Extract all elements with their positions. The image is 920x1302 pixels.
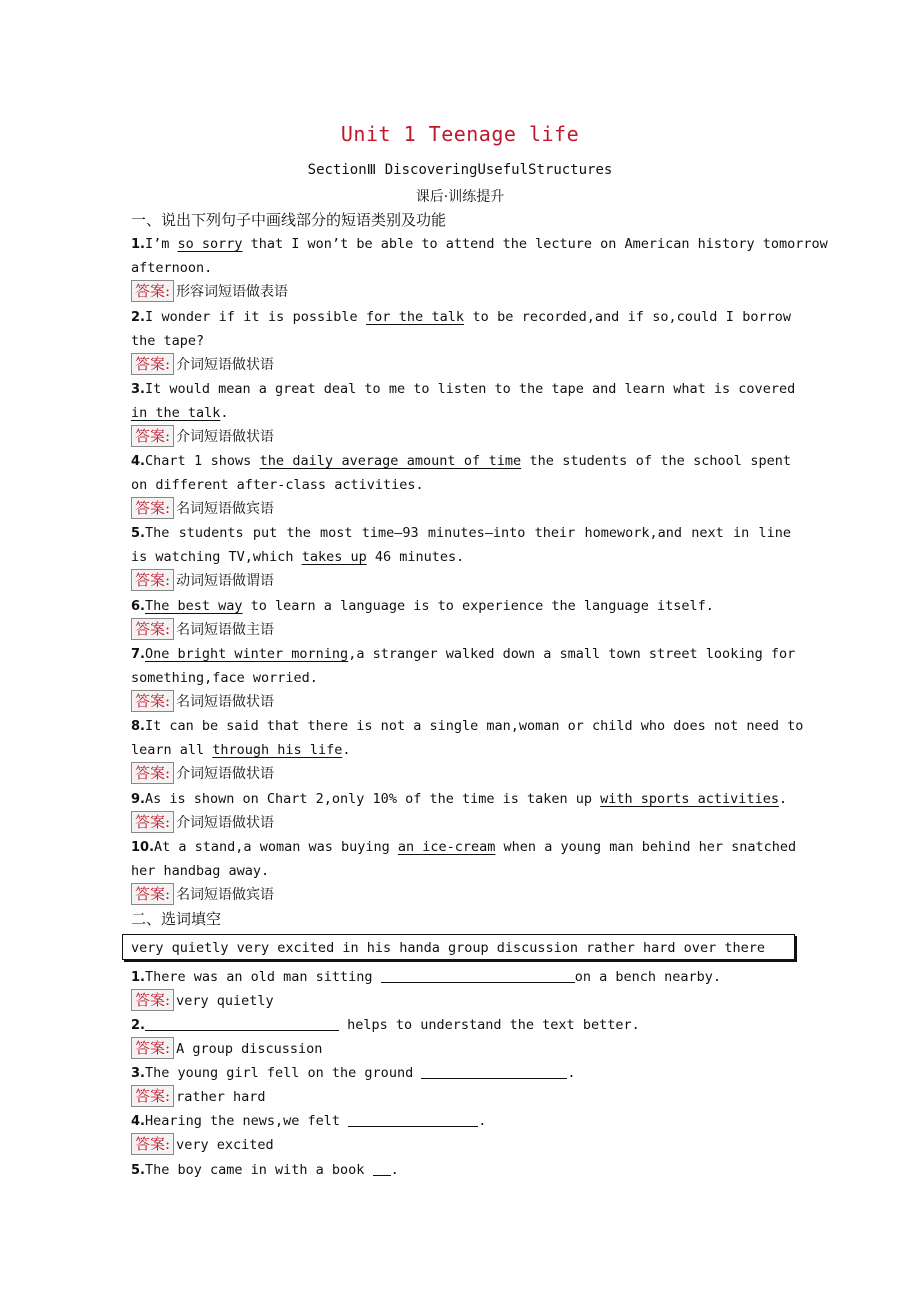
fill-q3-answer: 答案: rather hard [131,1085,791,1109]
answer-badge: 答案: [131,280,174,302]
q7-line2: something,face worried. [131,670,318,686]
fill-q5-blank [373,1161,391,1176]
part1-heading: 一、说出下列句子中画线部分的短语类别及功能 [131,211,447,229]
q10-answer: 答案: 名词短语做宾语 [131,883,791,907]
fill-q5: 5.The boy came in with a book . [131,1162,399,1178]
fill-q4-number: 4. [131,1114,145,1129]
q1-line2: afternoon. [131,260,213,276]
q1-answer: 答案: 形容词短语做表语 [131,280,791,304]
fill-q4-blank [348,1112,478,1127]
q7-number: 7. [131,647,145,662]
fill-q2-answer: 答案: A group discussion [131,1037,791,1061]
q7-line1: 7.One bright winter morning,a stranger walked down a small town street looking for [131,646,796,662]
fill-q2-number: 2. [131,1018,145,1033]
q10-line2: her handbag away. [131,863,270,879]
fill-q4-answer: 答案: very excited [131,1133,791,1157]
answer-badge: 答案: [131,425,174,447]
q4-underlined: the daily average amount of time [259,453,522,469]
answer-badge: 答案: [131,762,174,784]
fill-q1-number: 1. [131,970,145,985]
q5-number: 5. [131,526,145,541]
answer-badge: 答案: [131,811,174,833]
fill-q1-answer: 答案: very quietly [131,989,791,1013]
q7-underlined: One bright winter morning [144,646,349,662]
subtitle: 课后·训练提升 [415,189,505,205]
part2-heading: 二、选词填空 [131,910,222,928]
q2-number: 2. [131,310,145,325]
answer-badge: 答案: [131,497,174,519]
q7-answer: 答案: 名词短语做状语 [131,690,791,714]
q10-number: 10. [131,840,155,855]
answer-badge: 答案: [131,618,174,640]
q8-number: 8. [131,719,145,734]
q2-line2: the tape? [131,333,205,349]
page-title: Unit 1 Teenage life [340,122,580,146]
q1-number: 1. [131,237,145,252]
q1-underlined: so sorry [177,236,243,252]
answer-badge: 答案: [131,1133,174,1155]
q3-line1: 3.It would mean a great deal to me to listen to the tape and learn what is covered [131,381,796,397]
q4-line2: on different after-class activities. [131,477,424,493]
q2-answer: 答案: 介词短语做状语 [131,353,791,377]
q8-line1: 8.It can be said that there is not a single man,woman or child who does not need to [131,718,804,734]
q8-line2: learn all through his life. [131,742,351,758]
fill-q2-blank [145,1016,339,1031]
fill-q1: 1.There was an old man sitting on a bench nearby. [131,969,721,985]
q4-line1: 4.Chart 1 shows the daily average amount of time the students of the school spent [131,453,791,469]
word-box: very quietly very excited in his handa group discussion rather hard over there [122,934,795,960]
q3-answer: 答案: 介词短语做状语 [131,425,791,449]
q5-underlined: takes up [301,549,367,565]
q5-line1: 5.The students put the most time—93 minutes—into their homework,and next in line [131,525,791,541]
q9-underlined: with sports activities [600,791,779,807]
fill-q3: 3.The young girl fell on the ground . [131,1065,576,1081]
answer-badge: 答案: [131,353,174,375]
q6-answer: 答案: 名词短语做主语 [131,618,791,642]
q9-answer: 答案: 介词短语做状语 [131,811,791,835]
q6-line1: 6.The best way to learn a language is to experience the language itself. [131,598,714,614]
q3-underlined: in the talk [131,405,221,421]
q9-number: 9. [131,792,145,807]
answer-badge: 答案: [131,883,174,905]
q9-line1: 9.As is shown on Chart 2,only 10% of the time is taken up with sports activities. [131,791,788,807]
fill-q5-number: 5. [131,1163,145,1178]
answer-badge: 答案: [131,1037,174,1059]
q5-answer: 答案: 动词短语做谓语 [131,569,791,593]
fill-q1-blank [381,968,575,983]
answer-badge: 答案: [131,989,174,1011]
section-title: SectionⅢ DiscoveringUsefulStructures [307,162,613,178]
answer-badge: 答案: [131,1085,174,1107]
q3-line2: in the talk. [131,405,229,421]
q6-number: 6. [131,599,145,614]
q2-line1: 2.I wonder if it is possible for the talk to be recorded,and if so,could I borrow [131,309,791,325]
fill-q3-blank [421,1064,567,1079]
answer-badge: 答案: [131,690,174,712]
fill-q3-number: 3. [131,1066,145,1081]
q6-underlined: The best way [144,598,243,614]
q10-underlined: an ice-cream [397,839,496,855]
q2-underlined: for the talk [366,309,465,325]
q8-underlined: through his life [212,742,343,758]
fill-q2: 2. helps to understand the text better. [131,1017,640,1033]
q8-answer: 答案: 介词短语做状语 [131,762,791,786]
q1-line1: 1.I’m so sorry that I won’t be able to attend the lecture on American history tomorrow [131,236,828,252]
q3-number: 3. [131,382,145,397]
fill-q4: 4.Hearing the news,we felt . [131,1113,487,1129]
answer-badge: 答案: [131,569,174,591]
q10-line1: 10.At a stand,a woman was buying an ice-cream when a young man behind her snatched [131,839,797,855]
q4-answer: 答案: 名词短语做宾语 [131,497,791,521]
q5-line2: is watching TV,which takes up 46 minutes. [131,549,465,565]
q4-number: 4. [131,454,145,469]
